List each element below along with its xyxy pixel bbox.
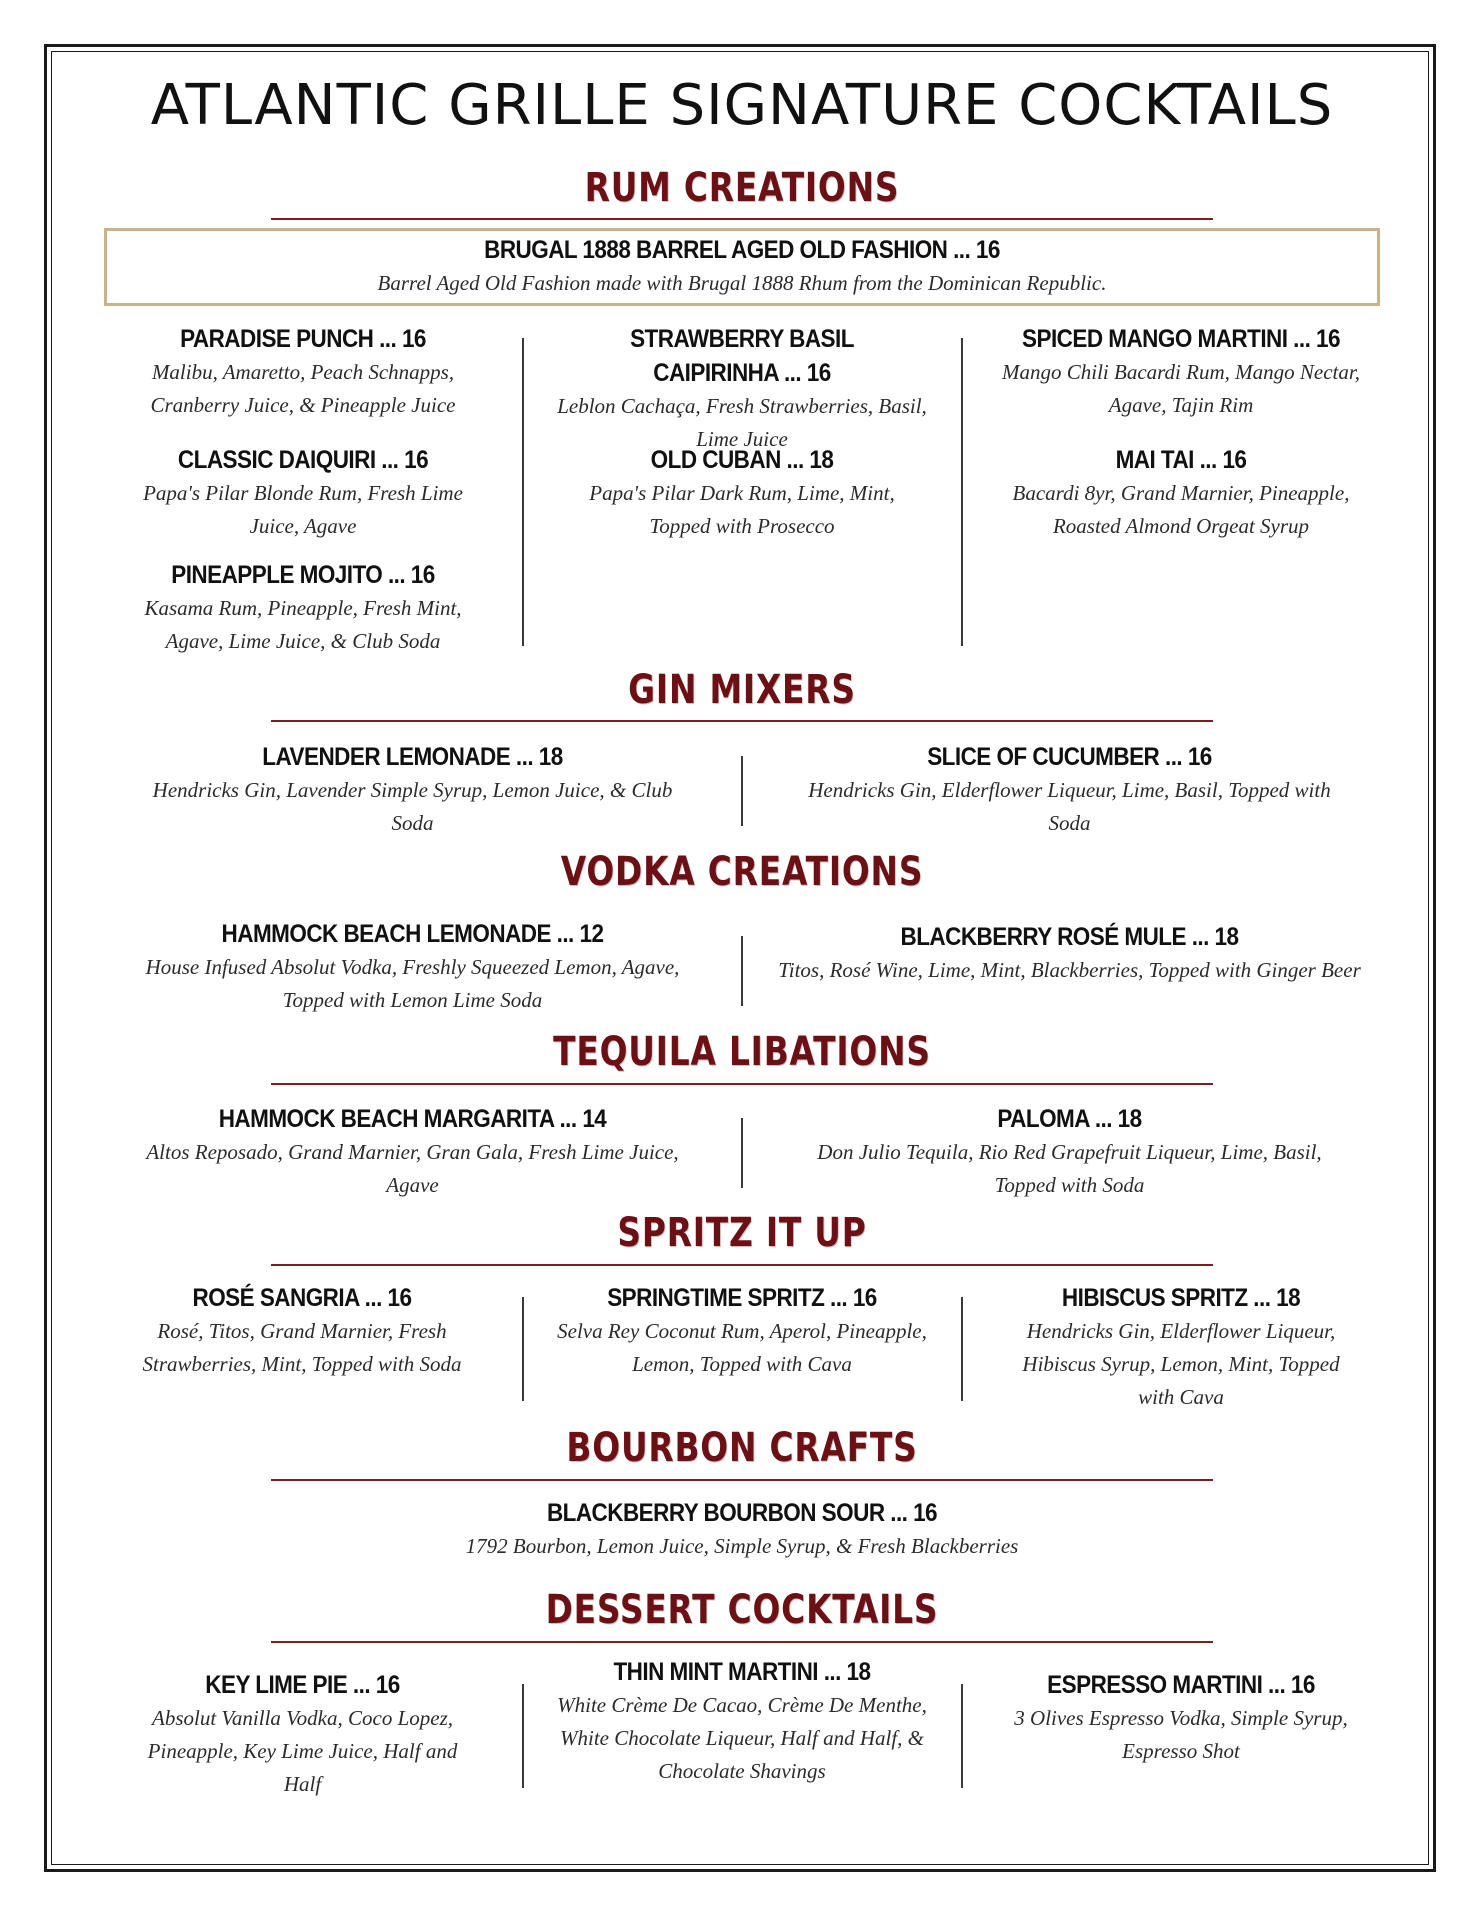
featured-cocktail (104, 233, 1380, 300)
column-divider (522, 1684, 524, 1788)
cocktail-name: OLD CUBAN ... 18 (650, 446, 834, 474)
cocktail-name: LAVENDER LEMONADE ... 18 (262, 743, 563, 771)
cocktail-item (545, 322, 939, 456)
cocktail-item (128, 558, 478, 658)
cocktail-item (787, 1102, 1352, 1202)
cocktail-item (128, 443, 478, 543)
cocktail-description: Hendricks Gin, Elderflower Liqueur, Hibiscus Syrup, Lemon, Mint, Topped with Cava (1022, 1319, 1340, 1409)
section-heading-rum: RUM CREATIONS (584, 165, 900, 211)
cocktail-name: SPRINGTIME SPRITZ ... 16 (607, 1284, 877, 1312)
cocktail-name: SLICE OF CUCUMBER ... 16 (927, 743, 1212, 771)
section-rule (271, 1083, 1213, 1085)
cocktail-name: BRUGAL 1888 BARREL AGED OLD FASHION ... 16 (484, 236, 1000, 264)
cocktail-item (125, 1102, 700, 1202)
cocktail-description: Selva Rey Coconut Rum, Aperol, Pineapple, Lemon, Topped with Cava (557, 1319, 927, 1376)
section-rule (271, 1264, 1213, 1266)
cocktail-item (557, 1281, 927, 1381)
section-rule (271, 1479, 1213, 1481)
cocktail-description: Absolut Vanilla Vodka, Coco Lopez, Pineapple, Key Lime Juice, Half and Half (147, 1706, 458, 1796)
section-rule (271, 218, 1213, 220)
cocktail-item (777, 920, 1362, 987)
cocktail-name: CLASSIC DAIQUIRI ... 16 (177, 446, 429, 474)
section-heading-gin: GIN MIXERS (628, 667, 856, 713)
cocktail-description: White Crème De Cacao, Crème De Menthe, White Chocolate Liqueur, Half and Half, & Chocolate Shavings (557, 1693, 927, 1783)
cocktail-item (122, 1281, 482, 1381)
cocktail-item (130, 740, 695, 840)
column-divider (741, 936, 743, 1006)
column-divider (522, 1297, 524, 1401)
section-heading-tequila: TEQUILA LIBATIONS (553, 1029, 931, 1075)
column-divider (961, 338, 963, 646)
cocktail-description: Malibu, Amaretto, Peach Schnapps, Cranberry Juice, & Pineapple Juice (150, 360, 456, 417)
cocktail-name: STRAWBERRY BASIL CAIPIRINHA ... 16 (630, 325, 854, 387)
cocktail-name: BLACKBERRY ROSÉ MULE ... 18 (900, 923, 1239, 951)
menu-title: ATLANTIC GRILLE SIGNATURE COCKTAILS (150, 73, 1334, 138)
column-divider (741, 1118, 743, 1188)
cocktail-description: Altos Reposado, Grand Marnier, Gran Gala, Fresh Lime Juice, Agave (146, 1140, 679, 1197)
cocktail-name: THIN MINT MARTINI ... 18 (613, 1658, 871, 1686)
cocktail-item (1000, 443, 1362, 543)
section-heading-bourbon: BOURBON CRAFTS (566, 1425, 918, 1471)
cocktail-item (995, 1668, 1367, 1768)
cocktail-name: PARADISE PUNCH ... 16 (180, 325, 426, 353)
cocktail-item (1003, 1281, 1359, 1414)
section-heading-vodka: VODKA CREATIONS (560, 849, 924, 895)
cocktail-description: House Infused Absolut Vodka, Freshly Squeezed Lemon, Agave, Topped with Lemon Lime Soda (145, 955, 680, 1012)
cocktail-name: PINEAPPLE MOJITO ... 16 (171, 561, 435, 589)
section-rule (271, 720, 1213, 722)
cocktail-item (1000, 322, 1362, 422)
cocktail-description: Titos, Rosé Wine, Lime, Mint, Blackberries, Topped with Ginger Beer (778, 958, 1361, 982)
cocktail-item (128, 322, 478, 422)
section-heading-dessert: DESSERT COCKTAILS (545, 1587, 939, 1633)
cocktail-name: KEY LIME PIE ... 16 (205, 1671, 400, 1699)
cocktail-name: BLACKBERRY BOURBON SOUR ... 16 (546, 1499, 938, 1527)
column-divider (961, 1684, 963, 1788)
section-rule (271, 1641, 1213, 1643)
cocktail-description: Bacardi 8yr, Grand Marnier, Pineapple, Roasted Almond Orgeat Syrup (1012, 481, 1350, 538)
cocktail-item (130, 1668, 475, 1801)
cocktail-description: Don Julio Tequila, Rio Red Grapefruit Liqueur, Lime, Basil, Topped with Soda (817, 1140, 1322, 1197)
cocktail-name: HIBISCUS SPRITZ ... 18 (1061, 1284, 1301, 1312)
cocktail-item (120, 917, 705, 1017)
column-divider (741, 756, 743, 826)
section-heading-spritz: SPRITZ IT UP (617, 1210, 867, 1256)
column-divider (522, 338, 524, 646)
cocktail-description: Leblon Cachaça, Fresh Strawberries, Basil, Lime Juice (557, 394, 927, 451)
cocktail-name: ROSÉ SANGRIA ... 16 (192, 1284, 412, 1312)
cocktail-item (787, 740, 1352, 840)
cocktail-description: Barrel Aged Old Fashion made with Brugal 1888 Rhum from the Dominican Republic. (377, 271, 1107, 295)
cocktail-description: Papa's Pilar Blonde Rum, Fresh Lime Juice, Agave (143, 481, 463, 538)
cocktail-name: ESPRESSO MARTINI ... 16 (1047, 1671, 1315, 1699)
cocktail-item (330, 1496, 1154, 1563)
cocktail-description: Hendricks Gin, Elderflower Liqueur, Lime, Basil, Topped with Soda (808, 778, 1331, 835)
cocktail-name: PALOMA ... 18 (997, 1105, 1142, 1133)
cocktail-description: Kasama Rum, Pineapple, Fresh Mint, Agave, Lime Juice, & Club Soda (144, 596, 462, 653)
cocktail-name: MAI TAI ... 16 (1115, 446, 1247, 474)
cocktail-description: 1792 Bourbon, Lemon Juice, Simple Syrup, & Fresh Blackberries (465, 1534, 1019, 1558)
cocktail-description: Rosé, Titos, Grand Marnier, Fresh Strawberries, Mint, Topped with Soda (142, 1319, 462, 1376)
column-divider (961, 1297, 963, 1401)
cocktail-name: HAMMOCK BEACH MARGARITA ... 14 (218, 1105, 607, 1133)
cocktail-name: SPICED MANGO MARTINI ... 16 (1022, 325, 1340, 353)
cocktail-description: Hendricks Gin, Lavender Simple Syrup, Lemon Juice, & Club Soda (152, 778, 673, 835)
cocktail-description: Mango Chili Bacardi Rum, Mango Nectar, Agave, Tajin Rim (1002, 360, 1360, 417)
cocktail-item (555, 1655, 929, 1788)
cocktail-item (560, 443, 924, 543)
cocktail-name: HAMMOCK BEACH LEMONADE ... 12 (221, 920, 604, 948)
cocktail-description: Papa's Pilar Dark Rum, Lime, Mint, Topped with Prosecco (589, 481, 895, 538)
cocktail-description: 3 Olives Espresso Vodka, Simple Syrup, Espresso Shot (1014, 1706, 1348, 1763)
